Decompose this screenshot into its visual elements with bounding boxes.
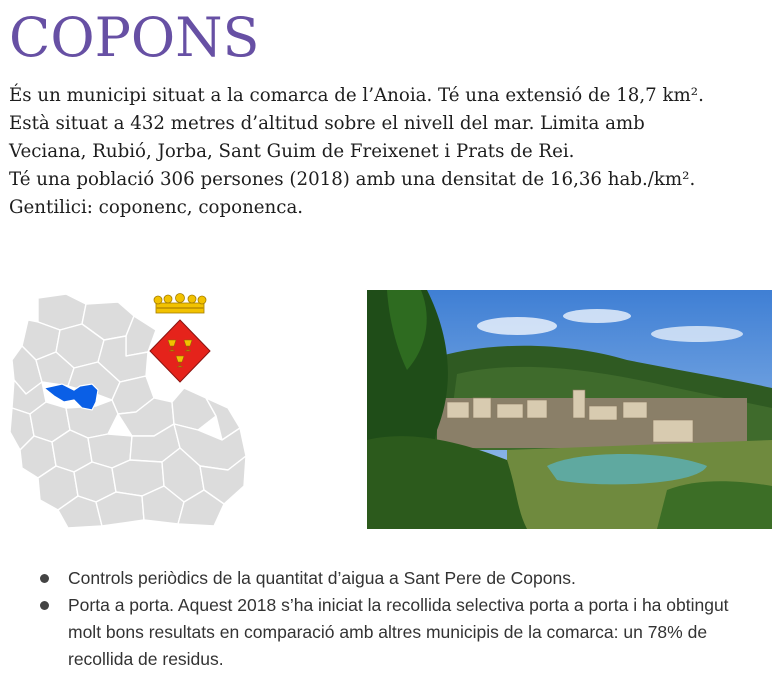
list-item-text: Porta a porta. Aquest 2018 s’ha iniciat la recollida selectiva porta a porta i ha obtingut molt bons resultats en comparació amb altres municipis de la comarca: un 78% de recollida de residus. — [68, 595, 729, 669]
intro-text — [9, 82, 769, 222]
notes-list — [36, 565, 766, 673]
list-item — [36, 565, 766, 592]
intro-line: Té una població 306 persones (2018) amb una densitat de 16,36 hab./km². — [9, 169, 696, 190]
comarca-map — [8, 290, 250, 530]
shield-icon — [150, 320, 210, 382]
bullet-icon — [40, 574, 49, 583]
crown-icon — [154, 294, 206, 314]
village-landscape-image — [367, 290, 772, 529]
intro-line: Està situat a 432 metres d’altitud sobre el nivell del mar. Limita amb — [9, 113, 645, 134]
list-item-text: Controls periòdics de la quantitat d’aigua a Sant Pere de Copons. — [68, 568, 576, 588]
village-photo — [367, 290, 772, 529]
municipality-shape — [172, 388, 216, 430]
intro-line: Veciana, Rubió, Jorba, Sant Guim de Freixenet i Prats de Rei. — [9, 141, 575, 162]
coat-of-arms-icon — [146, 290, 212, 384]
list-item — [36, 592, 766, 673]
locator-map — [8, 290, 250, 530]
page-title: COPONS — [9, 6, 260, 69]
intro-line: És un municipi situat a la comarca de l’Anoia. Té una extensió de 18,7 km². — [9, 85, 704, 106]
coat-of-arms — [146, 290, 212, 384]
bullet-icon — [40, 601, 49, 610]
intro-line: Gentilici: coponenc, coponenca. — [9, 197, 304, 218]
